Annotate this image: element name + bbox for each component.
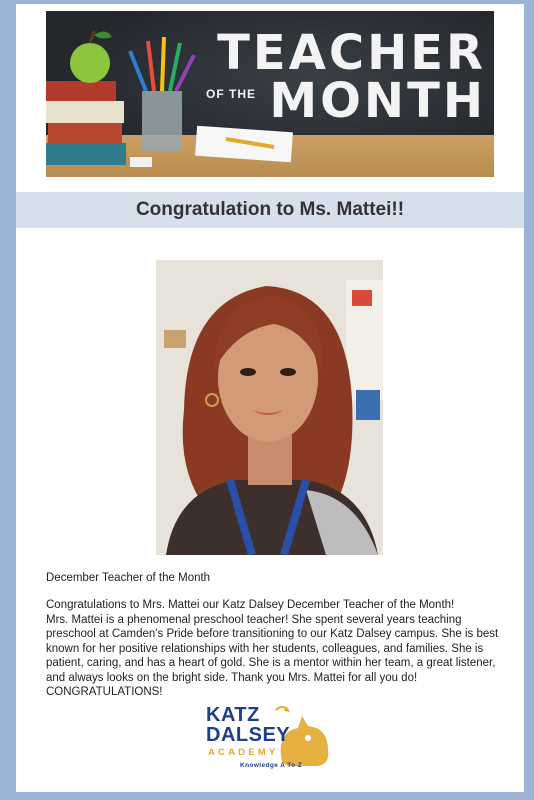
logo-tagline: Knowledge A To Z: [240, 762, 303, 769]
logo-katz: KATZ: [206, 704, 260, 726]
banner-title-month: MONTH: [269, 73, 486, 129]
newsletter-card: [16, 4, 524, 792]
body-line-2: Mrs. Mattei is a phenomenal preschool teacher! She spent several years teaching preschool at Camden's Pride before transitioning to our Katz Dalsey campus. She is best known for her positive relationships with her students, colleagues, and families. She is patient, caring, and has a heart of gold. She is a mentor within her team, a great listener, and always looks on the bright side. Thank you Mrs. Mattei for all you do! CONGRATULATIONS!: [46, 613, 499, 698]
page-title: Congratulation to Ms. Mattei!!: [135, 199, 405, 220]
logo-academy: ACADEMY: [208, 747, 279, 758]
teacher-photo: [156, 260, 383, 555]
banner-title-teacher: TEACHER: [217, 25, 486, 81]
body-line-1: Congratulations to Mrs. Mattei our Katz Dalsey December Teacher of the Month!: [46, 599, 455, 611]
portrait-illustration: [156, 260, 383, 555]
book-icon: [46, 101, 124, 123]
apple-icon: [70, 43, 110, 83]
pencil-cup-icon: [142, 91, 182, 151]
book-icon: [46, 81, 116, 101]
logo-dalsey: DALSEY: [206, 724, 291, 746]
caption: December Teacher of the Month: [46, 572, 211, 584]
heading-bar: [16, 192, 524, 228]
teacher-of-the-month-banner: [46, 11, 494, 177]
book-icon: [46, 143, 126, 165]
banner-title-of-the: OF THE: [206, 87, 256, 101]
book-icon: [48, 123, 122, 143]
announcement-body: [46, 598, 508, 700]
eraser-icon: [130, 157, 152, 167]
katz-dalsey-academy-logo: [202, 696, 342, 776]
